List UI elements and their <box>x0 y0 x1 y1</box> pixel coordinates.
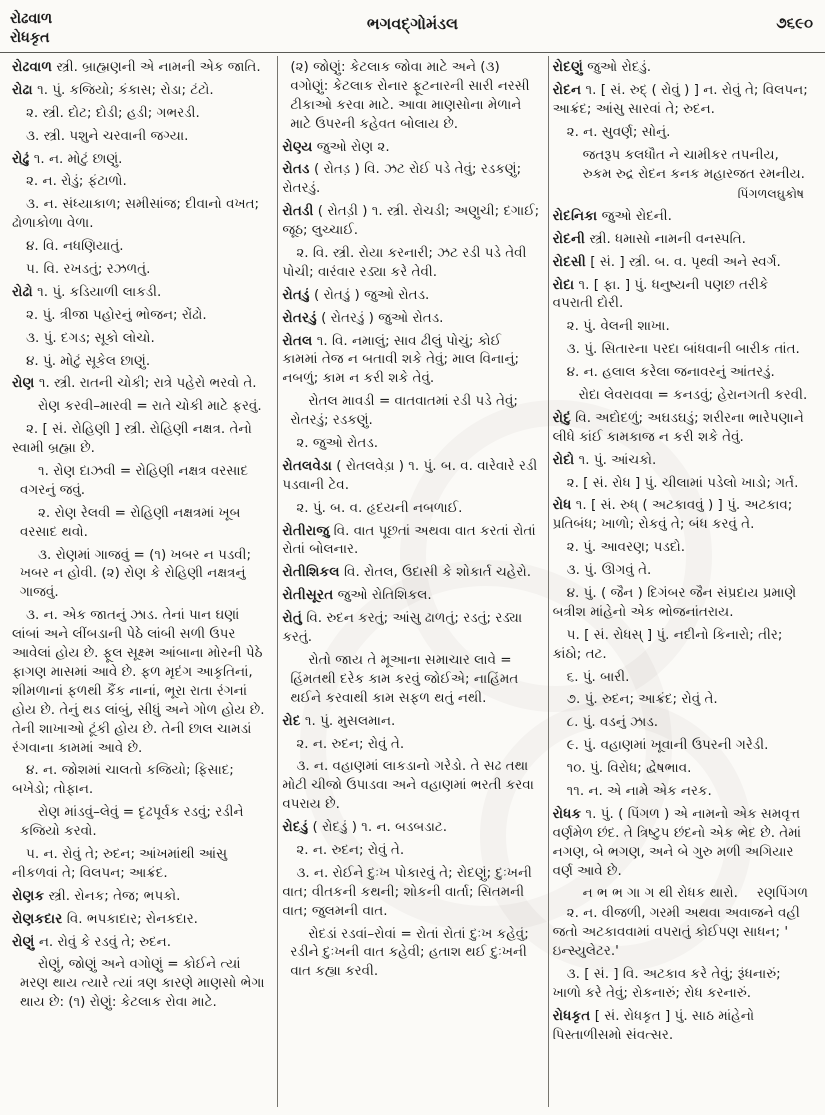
headword: રોધક <box>552 805 582 822</box>
dictionary-entry <box>282 202 539 240</box>
headword: રોઢું <box>12 150 30 167</box>
dictionary-entry <box>12 910 269 929</box>
entry-line <box>282 757 539 814</box>
dictionary-entry <box>12 887 269 906</box>
entry-line <box>553 165 810 184</box>
headword: રોઢો <box>12 283 33 300</box>
entry-line <box>12 127 269 146</box>
entry-text: ૨. પું. બ. વ. હૃદયની નબળાઈ. <box>296 499 463 516</box>
entry-line <box>12 420 269 458</box>
entry-text: ૨. વિ. સ્ત્રી. રોયા કરનારી; ઝટ રડી પડે તેવી પોચી; વારંવાર રડ્યા કરે તેવી. <box>282 245 527 280</box>
page-header <box>10 6 815 52</box>
headword: રોદની <box>552 230 586 247</box>
entry-text: પિંગળલઘુકોષ <box>737 186 804 202</box>
entry-line <box>12 462 269 500</box>
page-number: ૭૬૯૦ <box>776 14 813 32</box>
column-2 <box>277 56 547 1107</box>
headword: રોતડું <box>282 286 310 303</box>
entry-text: ૫. વિ. રખડતું; રઝળતું. <box>26 261 151 278</box>
entry-line <box>12 172 269 191</box>
entry-text: વિ. રુદન કરતું; આંસુ ઢાળતું; રડતું; રડ્યા કરતું. <box>282 610 523 646</box>
headword: રોતું <box>282 610 303 627</box>
attribution: રણપિંગળ <box>757 885 808 902</box>
header-rule <box>0 52 825 53</box>
entry-text: ૧૧. ન. એ નામે એક નરક. <box>566 783 712 799</box>
dictionary-entry <box>553 230 810 249</box>
entry-text: ૨. [ સં. રોહિણી ] સ્ત્રી. રોહિણી નક્ષત્ર. તેનો સ્વામી બ્રહ્મા છે. <box>12 421 252 457</box>
dictionary-entry <box>282 309 539 328</box>
dictionary-entry <box>282 818 539 837</box>
entry-text: [ સં. રોધકૃત ] પું. સાઠ માંહેનો પિસ્તાળીસમો સંવત્સર. <box>552 1007 755 1043</box>
entry-text: ૧. [ સં. રુદ્ ( રોવું ) ] ન. રોવું તે; વિલપન; આક્રંદ; આંસુ સારવાં તે; રુદન. <box>552 81 808 117</box>
entry-text: સ્ત્રી. ધમાસો નામની વનસ્પતિ. <box>585 230 746 247</box>
headword: રોણું <box>12 933 35 950</box>
headword: રોણ <box>12 375 35 392</box>
entry-line <box>553 690 810 709</box>
entry-text: રોણ કરવી–મારવી = રાતે ચોકી માટે ફરવું. <box>38 398 262 415</box>
entry-line <box>12 397 269 416</box>
entry-text: ૪. પું. ( જૈન ) દિગંબર જૈન સંપ્રદાય પ્રમાણે બત્રીશ માંહેનો એક ભોજનાંતરાય. <box>552 584 797 620</box>
entry-text: સ્ત્રી. બ્રાહ્મણની એ નામની એક જાતિ. <box>52 59 261 75</box>
entry-text: ૭. પું. રુદન; આક્રંદ; રોવું તે. <box>566 691 718 708</box>
entry-text: ૮. પું. વડનું ઝાડ. <box>566 714 659 731</box>
entry-line <box>553 782 810 801</box>
entry-line <box>282 244 539 282</box>
entry-line <box>282 651 539 708</box>
entry-text: ૨. પું. વેલની શાખા. <box>566 318 670 335</box>
entry-line <box>12 845 269 883</box>
entry-text: રુકમ રુદ્ર રોદન કનક મહારજત રમનીય. <box>582 166 805 183</box>
entry-text: વિ. અદોદળું; અઘડઘડું; શરીરના ભારેપણાને લીધે કાંઈ કામકાજ ન કરી શકે તેવું. <box>552 409 804 445</box>
entry-text: ૩. ન. વહાણમાં લાકડાનો ગરેડો. તે સઢ તથા મોટી ચીજો ઉપાડવા અને વહાણમાં ભરતી કરવા વપરાય છે. <box>282 758 534 813</box>
entry-text: ૨. [ સં. રોધ ] પું. ચીલામાં પડેલો ખાડો; ગર્ત. <box>566 474 799 491</box>
dictionary-entry <box>553 496 810 534</box>
entry-text: ૨. સ્ત્રી. દોટ; દોડી; હડી; ગભરડી. <box>26 104 200 121</box>
entry-line <box>553 538 810 557</box>
entry-text: ૪. ન. જોશમાં ચાલતો કજિયો; ફિસાદ; બખેડો; તોફાન. <box>12 762 234 798</box>
column-1 <box>8 56 277 1107</box>
entry-line <box>12 329 269 348</box>
entry-text: ૫. [ સં. રોધસ્ ] પું. નદીનો કિનારો; તીર; કાંઠો; તટ. <box>552 626 783 662</box>
entry-text: ૧. સ્ત્રી. રાતની ચોકી; રાત્રે પહેરો ભરવો તે. <box>34 375 257 392</box>
dictionary-entry <box>12 150 269 169</box>
entry-text: ૯. પું. વહાણમાં ખૂવાની ઉપરની ગરેડી. <box>566 737 769 754</box>
entry-text: ( રોતડ઼ી ) ૧. સ્ત્રી. રોચડી; અણુચી; દગાઈ; જૂઠ; લુચ્ચાઈ. <box>282 203 540 239</box>
headword: રોદો <box>552 451 575 468</box>
entry-text: ( રોદડ઼ું ) ૧. ન. બડબડાટ. <box>308 819 448 836</box>
entry-text: ૨. ન. રોડું; ફંટાળો. <box>26 173 127 190</box>
entry-text: ૩. પું. દગડ; સૂકો લોચો. <box>26 329 155 346</box>
entry-line <box>12 504 269 542</box>
headword: રોદન <box>552 81 582 98</box>
headword: રોતલવેડા <box>282 457 332 474</box>
entry-line <box>12 260 269 279</box>
entry-text: વિ. વાત પૂછતાં અથવા વાત કરતાં રોતાં રોતાં બોલનાર. <box>282 522 536 558</box>
entry-line <box>12 104 269 123</box>
column-3 <box>548 56 818 1107</box>
entry-text: ૩. [ સં. ] વિ. અટકાવ કરે તેવું; રૂંધનારું; ખાળો કરે તેવું; રોકનારું; રોધ કરનારું. <box>552 966 781 1001</box>
dictionary-entry <box>553 207 810 226</box>
entry-line <box>553 123 810 142</box>
entry-text: રોતો જાય તે મૂઆના સમાચાર લાવે = હિંમતથી દરેક કામ કરવું જોઈએ; નાહિંમત થઈને કરવાથી કામ સફળ થતું નથી. <box>290 651 519 706</box>
headword: રોણક <box>12 887 45 904</box>
dictionary-entry <box>282 138 539 157</box>
headword: રોણ્ય <box>282 138 313 155</box>
entry-text: ૨. ન. રુદન; રોવું તે. <box>296 735 405 752</box>
headword: રોતીસૂરત <box>282 587 334 604</box>
dictionary-entry <box>282 712 539 731</box>
entry-text: ૨. ન. વીજળી, ગરમી અથવા અવાજને વહી જતો અટકાવવામાં વપરાતું કોઈપણ સાધન; ' ઇન્સ્યુલેટર.' <box>552 905 800 960</box>
entry-line <box>12 955 269 1012</box>
entry-text: ન ભ ભ ગા ગ થી રોધક થારો. <box>582 885 738 902</box>
entry-line <box>12 306 269 325</box>
headword: રોતલ <box>282 332 313 349</box>
entry-text: ૨. ન. સુવર્ણ; સોનું. <box>566 123 671 140</box>
entry-text: ૨. પું. ત્રીજા પહોરનું ભોજન; રોંઢો. <box>26 306 207 323</box>
entry-text: ( રોતલવેડ઼ા ) ૧. પું. બ. વ. વારેવારે રડી પડવાની ટેવ. <box>282 457 538 493</box>
entry-line <box>553 904 810 961</box>
entry-line <box>553 584 810 622</box>
headword: રોઢવાળ <box>12 59 53 75</box>
headword: રોતીરાજુ <box>282 522 330 539</box>
entry-text: ૧. પું. આંચકો. <box>574 451 657 468</box>
entry-text: ૪. ન. હલાલ કરેલા જનાવરનું આંતરડું. <box>566 364 775 381</box>
dictionary-entry <box>12 283 269 302</box>
entry-line <box>282 392 539 430</box>
entry-line <box>553 474 810 493</box>
headword: રોદડું <box>282 819 309 836</box>
headword: રોદા <box>552 276 575 293</box>
entry-text: ૫. ન. રોવું તે; રુદન; આંખમાંથી આંસુ નીકળવાં તે; વિલપન; આક્રંદ. <box>12 845 227 881</box>
headword: રોણકદાર <box>12 910 63 927</box>
entry-line <box>553 965 810 1003</box>
entry-line <box>553 561 810 580</box>
entry-line <box>553 146 810 165</box>
headword: રોદણું <box>552 59 583 75</box>
entry-text: ૩. પું. ઊગવું તે. <box>566 562 652 579</box>
entry-line <box>282 841 539 860</box>
page-title: ભગવદ્ગોમંડલ <box>366 14 459 33</box>
headword: રોતડ <box>282 161 310 178</box>
entry-line <box>553 185 810 203</box>
entry-text: ૧. પું. મુસલમાન. <box>300 712 396 729</box>
entry-line <box>282 735 539 754</box>
headword: રોધકૃત <box>552 1007 591 1024</box>
headword: રોદ <box>282 712 301 729</box>
entry-text: રોદડાં રડવાં–રોવાં = રોતાં રોતાં દુઃખ કહેવું; રડીને દુઃખની વાત કહેવી; હતાશ થઈ દુઃખની વાત કહ્યા કરવી. <box>290 925 529 980</box>
headword: રોતીશિકલ <box>282 564 340 581</box>
entry-text: ૧. વિ. નમાલું; સાવ ઢીલું પોચું; કોઈ કામમાં તેજ ન બતાવી શકે તેવું; માલ વિનાનું; નબળું; કામ ન કરી શકે તેવું. <box>282 332 520 387</box>
entry-line <box>553 340 810 359</box>
entry-text: જુઓ રોદડું. <box>582 59 652 75</box>
columns <box>8 56 818 1107</box>
guide-word-last: રોધકૃત <box>10 30 50 46</box>
entry-text: ૩. ન. એક જાતનું ઝાડ. તેનાં પાન ઘણાં લાંબાં અને લીંબડાની પેઠે લાંબી સળી ઉપર આવેલાં હોય છે. ફૂલ સૂક્ષ્મ આંબાના મોરની પેઠે ફાગણ માસમાં આવે છે. ફળ મૃદંગ આકૃતિનાં, શીમળાનાં ફળથી કૈંક નાનાં, ભૂરા રાતા રંગનાં હોય છે. તેનું થડ લાંબું, સીધું અને ગોળ હોય છે. તેની શાખાઓ ટૂંકી હોય છે. તેની છાલ ચામડાં રંગવાના કામમાં આવે છે. <box>12 607 265 756</box>
entry-line <box>12 803 269 841</box>
entry-text: રોણું, જોણું અને વગોણું = કોઈને ત્યાં મરણ થાય ત્યારે ત્યાં ત્રણ કારણે માણસો ભેગા થાય છે: (૧) રોણું: કેટલાક રોવા માટે. <box>20 956 265 1011</box>
headword: રોધ <box>552 497 572 514</box>
entry-text: ( રોતરડ઼ું ) જુઓ રોતડ. <box>316 309 444 326</box>
entry-line <box>553 386 810 405</box>
entry-line <box>282 434 539 453</box>
headword: રોદું <box>552 409 571 426</box>
dictionary-entry <box>553 253 810 272</box>
entry-text: રોદા લેવરાવવા = કનડવું; હેરાનગતી કરવી. <box>578 386 808 403</box>
entry-text: ૨. પું. આવરણ; પડદો. <box>566 539 686 556</box>
entry-line <box>282 58 539 134</box>
entry-text: ૧. રોણ દાઝવી = રોહિણી નક્ષત્ર વરસાદ વગરનું જવું. <box>20 463 249 498</box>
entry-text: ૩. પું. સિતારના પરદા બાંધવાની બારીક તાંત. <box>566 341 800 358</box>
entry-text: ૧. પું. કજિયો; કંકાસ; રોડા; ટંટો. <box>32 81 214 98</box>
dictionary-entry <box>553 1007 810 1045</box>
entry-text: જુઓ રોદની. <box>597 207 672 224</box>
dictionary-entry <box>553 409 810 447</box>
entry-text: ૪. વિ. નધણિયાતું. <box>26 238 124 255</box>
dictionary-entry <box>282 609 539 647</box>
entry-text: ( રોતડ઼ ) વિ. ઝટ રોઈ પડે તેવું; રડકણું; રોતરડું. <box>282 161 522 197</box>
dictionary-entry <box>553 81 810 119</box>
dictionary-entry <box>282 563 539 582</box>
entry-line <box>282 925 539 982</box>
entry-text: ૨. ન. રુદન; રોવું તે. <box>296 841 405 858</box>
entry-text: ૨. જુઓ રોતડ. <box>296 435 379 452</box>
entry-line <box>553 668 810 687</box>
entry-line <box>12 761 269 799</box>
dictionary-entry <box>282 586 539 605</box>
entry-text: વિ. રોતલ, ઉદાસી કે શોકાર્ત ચહેરો. <box>339 564 532 581</box>
entry-text: ૪. પું. મોટું સૂકેલ છાણું. <box>26 352 151 369</box>
entry-text: ૩. રોણમાં ગાજવું = (૧) ખબર ન પડવી; ખબર ન હોવી. (૨) રોણ કે રોહિણી નક્ષત્રનું ગાજવું. <box>20 546 252 601</box>
headword: રોદનિકા <box>552 207 598 224</box>
entry-text: રોણ માંડવું–લેવું = દૃઢપૂર્વક રડવું; રડીને કજિયો કરવો. <box>20 804 244 840</box>
entry-line <box>282 864 539 921</box>
headword: રોદસી <box>552 253 586 270</box>
headword: રોતડી <box>282 203 314 220</box>
entry-text: વિ. ભપકાદાર; રોનકદાર. <box>62 910 198 927</box>
entry-text: ૩. ન. સંધ્યાકાળ; સમીસાંજ; દીવાનો વખત; ઢોળાકોળા વેળા. <box>12 196 260 232</box>
dictionary-entry <box>553 58 810 77</box>
entry-text: ૩. સ્ત્રી. પશુને ચરવાની જગ્યા. <box>26 127 189 144</box>
entry-line <box>553 363 810 382</box>
headword: રોતરડું <box>282 309 317 326</box>
entry-text: સ્ત્રી. રોનક; તેજ; ભપકો. <box>44 887 181 904</box>
dictionary-entry <box>12 933 269 952</box>
entry-text: ૩. ન. રોઈને દુઃખ પોકારવું તે; રોદણું; દુઃખની વાત; વીતકની કથની; શોકની વાર્તા; સિતમની વાત; જુલમની વાત. <box>282 864 532 919</box>
entry-line <box>553 713 810 732</box>
entry-text: ન. રોવું કે રડવું તે; રુદન. <box>34 933 172 950</box>
entry-text: ૧. પું. કડિયાળી લાકડી. <box>32 283 162 300</box>
entry-text: ૬. પું. બારી. <box>566 668 630 685</box>
entry-line <box>12 606 269 757</box>
entry-text: ૧. ન. મોટું છાણું. <box>29 150 123 167</box>
entry-text: ૨. રોણ રેલવી = રોહિણી નક્ષત્રમાં ખૂબ વરસાદ થવો. <box>20 504 241 540</box>
headword: રોઢા <box>12 81 33 98</box>
dictionary-entry <box>282 457 539 495</box>
guide-word-first: રોઢવાળ <box>10 11 53 27</box>
entry-text: જુઓ રોણ ૨. <box>312 138 390 155</box>
entry-line <box>12 195 269 233</box>
entry-text: જતરૂપ કલધૌત ને ચામીકર તપનીય, <box>582 146 779 163</box>
dictionary-entry <box>12 58 269 77</box>
dictionary-entry <box>282 160 539 198</box>
entry-text: ૧. [ ફા. ] પું. ધનુષ્યની પણછ તરીકે વપરાતી દોરી. <box>552 276 769 312</box>
entry-text: ૧. પું. ( પિંગળ ) એ નામનો એક સમવૃત્ત વર્ણમેળ છંદ. તે ત્રિષ્ટુપ છંદનો એક ભેદ છે. તેમાં નગણ, બે ભગણ, અને બે ગુરુ મળી અગિયાર વર્ણ આવે છે. <box>552 805 802 879</box>
entry-line <box>12 237 269 256</box>
entry-line <box>553 759 810 778</box>
entry-text: રોતલ માવડી = વાતવાતમાં રડી પડે તેવું; રોતરડું; રડકણું. <box>290 393 518 429</box>
dictionary-entry <box>12 81 269 100</box>
entry-line <box>553 317 810 336</box>
entry-line <box>282 499 539 518</box>
dictionary-entry <box>282 332 539 389</box>
entry-line <box>12 352 269 371</box>
dictionary-entry <box>553 451 810 470</box>
entry-line <box>553 736 810 755</box>
dictionary-entry <box>553 805 810 881</box>
dictionary-entry <box>282 522 539 560</box>
entry-text: ( રોતડ઼ું ) જુઓ રોતડ. <box>309 286 430 303</box>
dictionary-entry <box>553 276 810 314</box>
entry-text: જુઓ રોતિશિકલ. <box>333 587 432 604</box>
entry-text: ૧૦. પું. વિરોધ; દ્વેષભાવ. <box>566 760 692 777</box>
dictionary-entry <box>282 286 539 305</box>
entry-text: (૨) જોણું: કેટલાક જોવા માટે અને (૩) વગોણું: કેટલાક રોનાર ફૂટનારની સારી નરસી ટીકાઓ કરવા માટે. આવા માણસોના મેળાને માટે ઉપરની કહેવત બોલાય છે. <box>290 59 530 132</box>
entry-line <box>12 546 269 603</box>
entry-line <box>553 884 810 903</box>
dictionary-entry <box>12 374 269 393</box>
entry-text: [ સં. ] સ્ત્રી. બ. વ. પૃથ્વી અને સ્વર્ગ. <box>585 253 781 270</box>
entry-text: ૧. [ સં. રુધ્ ( અટકાવવું ) ] પું. અટકાવ; પ્રતિબંધ; ખાળો; રોકવું તે; બંધ કરવું તે. <box>552 497 793 533</box>
entry-line <box>553 626 810 664</box>
